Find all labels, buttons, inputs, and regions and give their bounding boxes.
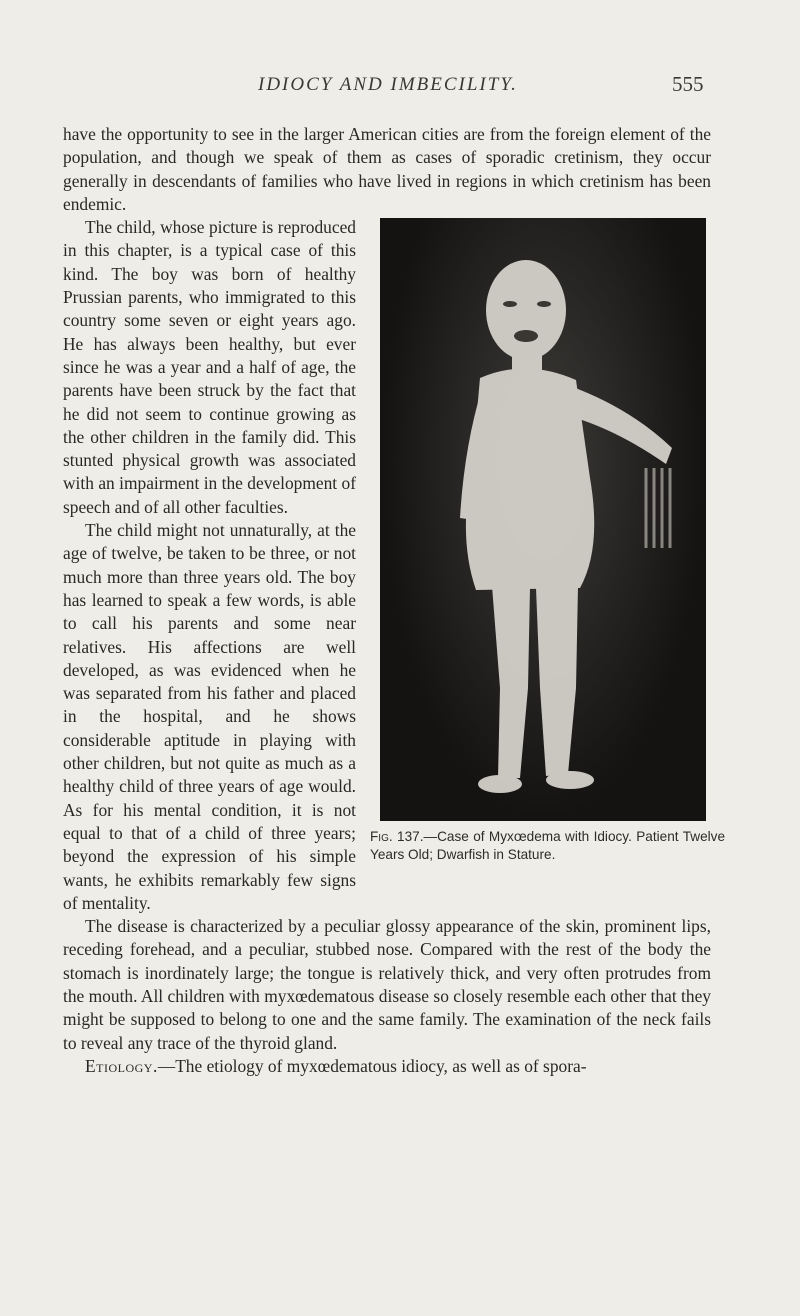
page-number: 555 — [672, 72, 704, 96]
figure-photo — [380, 218, 706, 821]
figure-label: Fig. 137. — [370, 829, 424, 845]
paragraph-5-text: —The etiology of myxœdematous idiocy, as well as of spora- — [157, 1055, 587, 1076]
paragraph-1: have the opportunity to see in the larger American cities are from the foreign element of the population, and though we speak of them as cases of sporadic cretinism, they occur generally in descendants of families who have lived in regions in which cretinism has been endemic. — [63, 124, 711, 214]
figure-caption — [370, 828, 725, 864]
paragraph-4: The disease is characterized by a peculiar glossy appearance of the skin, prominent lips, receding forehead, and a peculiar, stubbed nose. Compared with the rest of the body the stomach is inordinately large; the tongue is relatively thick, and very often protrudes from the mouth. All children with myxœdematous disease so closely resemble each other that they might be supposed to belong to one and the same family. The examination of the neck fails to reveal any trace of the thyroid gland. — [63, 916, 711, 1053]
figure-caption-text: —Case of Myxœdema with Idiocy. Patient Twelve Years Old; Dwarfish in Stature. — [370, 829, 726, 863]
figure — [370, 218, 725, 869]
running-head: IDIOCY AND IMBECILITY. — [258, 74, 518, 95]
paragraph-5 — [63, 1055, 711, 1078]
paragraph-3: The child might not unnaturally, at the age of twelve, be taken to be three, or not much more than three years old. The boy has learned to speak a few words, is able to call his parents and some near relatives. His affections are well developed, as was evidenced when he was separated from his father and placed in the hospital, and he shows considerable aptitude in playing with other children, but not quite as much as a healthy child of three years of age would. As for his mental condition, it is not equal to that of a child of three years; beyond the expression of his simple wants, he exhibits remarkably few signs of mentality. — [63, 520, 356, 913]
paragraph-2: The child, whose picture is reproduced in this chapter, is a typical case of this kind. The boy was born of healthy Prussian parents, who immigrated to this country some seven or eight years ago. He has always been healthy, but ever since he was a year and a half of age, the parents have been struck by the fact that he did not seem to continue growing as the other children in the family did. This stunted physical growth was associated with an impairment in the development of speech and of all other faculties. — [63, 217, 356, 517]
body-text — [63, 123, 726, 1078]
section-lead: Etiology. — [85, 1055, 158, 1076]
child-photo-image — [380, 218, 706, 821]
